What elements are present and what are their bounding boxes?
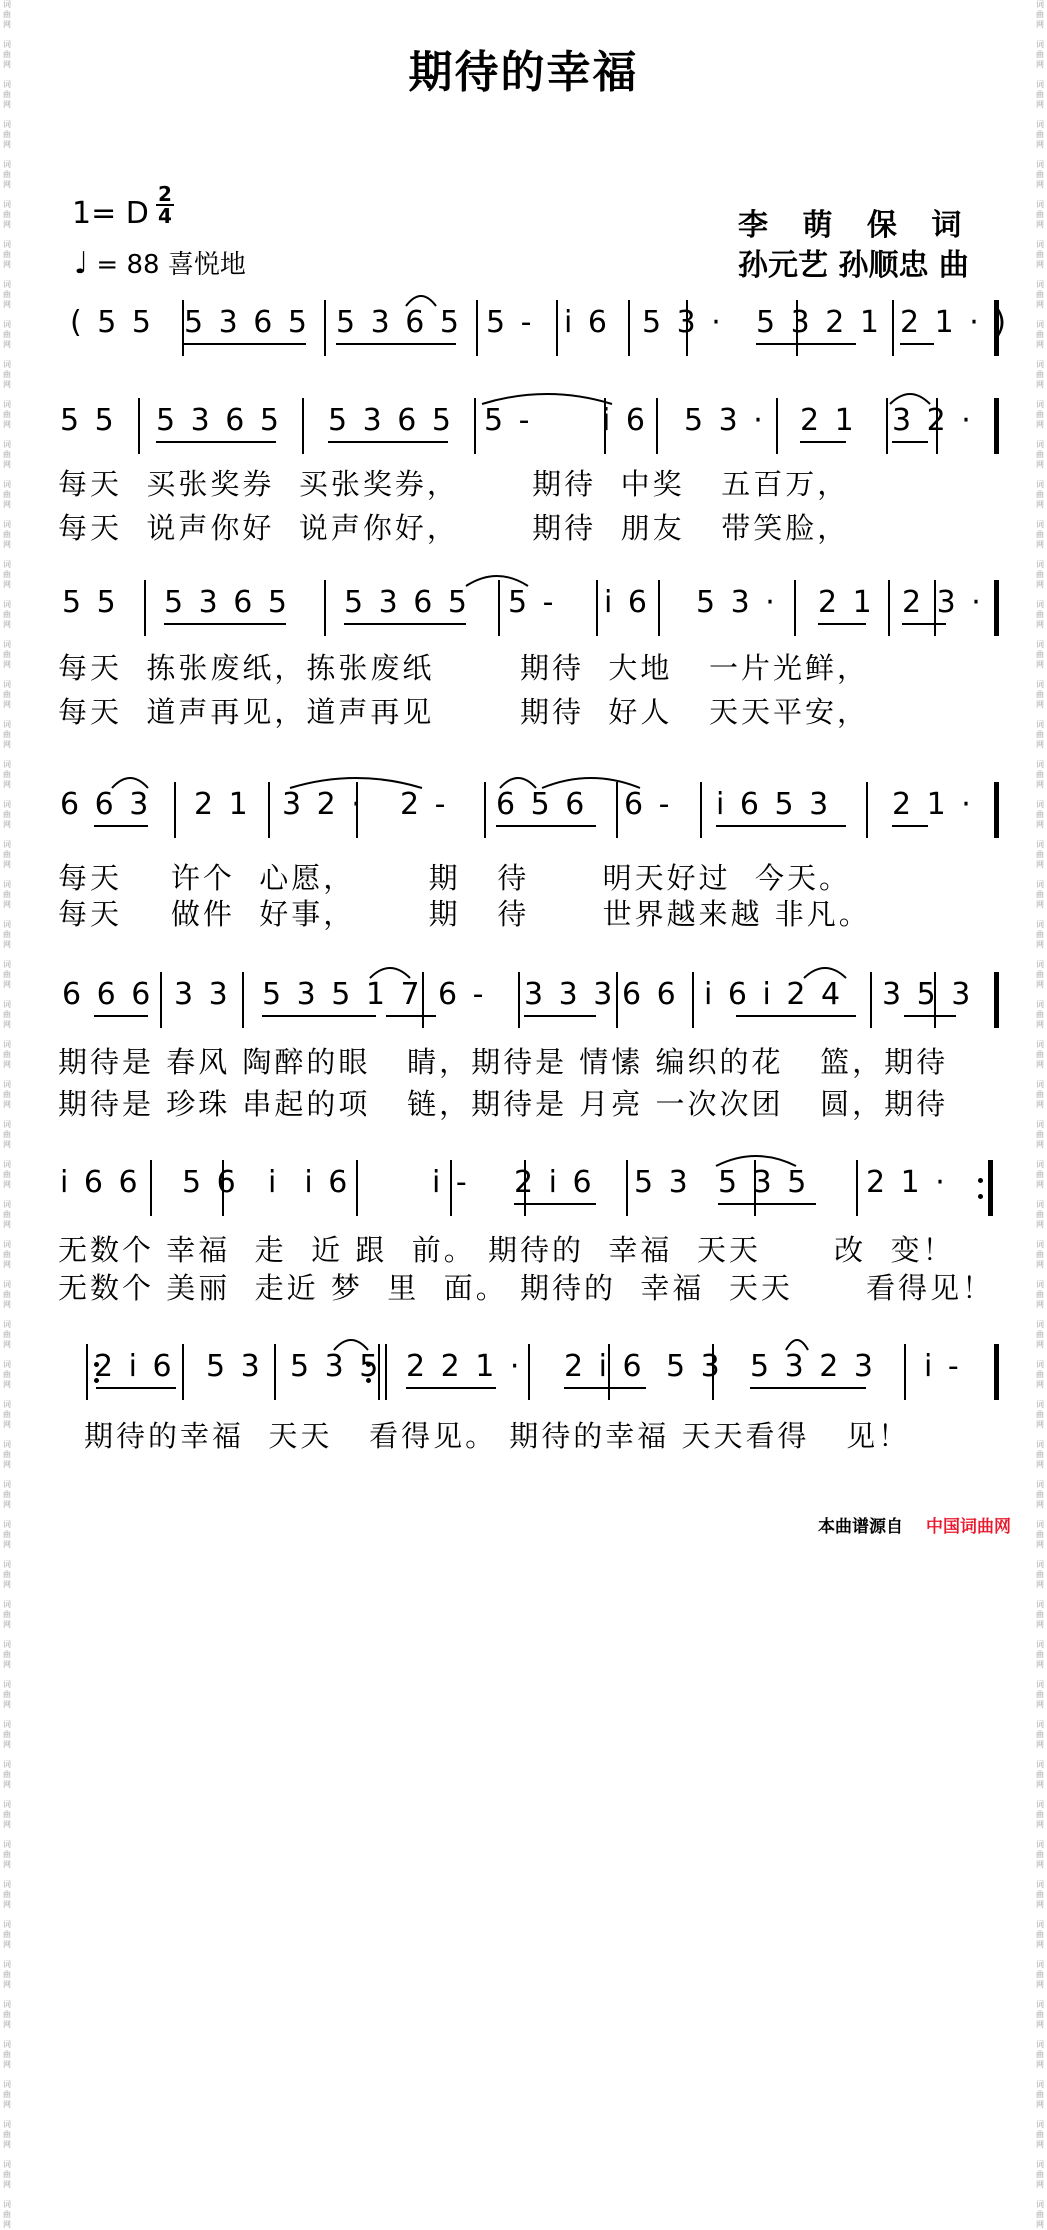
measure-notes: i 6 5 3 — [716, 787, 832, 822]
measure-notes: 5 3 2 3 — [750, 1349, 876, 1384]
source-label: 本曲谱源自 — [818, 1517, 903, 1537]
score-row — [56, 1160, 1006, 1216]
measure-notes: 3 2 · — [892, 403, 974, 438]
slur-layer — [56, 782, 1006, 838]
slur-arc — [542, 778, 640, 788]
song-title: 期待的幸福 — [408, 47, 639, 98]
slur-layer — [56, 398, 1006, 454]
score-row — [56, 398, 1006, 454]
lyric-line: 每天 买张奖券 买张奖券， 期待 中奖 五百万， — [58, 467, 850, 501]
measure-notes: 5 6 — [182, 1165, 239, 1200]
score-row — [56, 782, 1006, 838]
slur-arc — [290, 778, 422, 788]
measure-notes: i 6 — [604, 585, 650, 620]
measure-notes: 2 1 — [800, 403, 857, 438]
measure-notes: 3 3 3 — [524, 977, 616, 1012]
lyric-line: 每天 道声再见，道声再见 期待 好人 天天平安， — [58, 695, 870, 729]
slur-layer — [56, 580, 1006, 636]
slur-arc — [716, 1156, 796, 1166]
measure-notes: 5 3 6 5 — [336, 305, 462, 340]
key-signature: 1= D — [72, 196, 149, 231]
measure-notes: i 6 6 — [60, 1165, 141, 1200]
slur-arc — [804, 968, 846, 978]
lyric-line: 每天 许个 心愿， 期 待 明天好过 今天。 — [58, 861, 852, 895]
measure-notes: i - — [432, 1165, 470, 1200]
measure-notes: ( 5 5 — [70, 305, 154, 340]
measure-notes: 3 3 — [174, 977, 231, 1012]
measure-notes: i 6 — [564, 305, 610, 340]
measure-notes: 5 3 5 — [290, 1349, 382, 1384]
slur-arc — [786, 1340, 808, 1350]
slur-arc — [890, 394, 930, 404]
site-name: 中国词曲网 — [926, 1517, 1011, 1537]
score-row — [56, 580, 1006, 636]
time-signature — [156, 184, 174, 226]
score-row — [56, 1344, 1006, 1400]
measure-notes: 2 3 · — [902, 585, 984, 620]
measure-notes: 3 5 3 — [882, 977, 974, 1012]
slur-layer — [56, 1160, 1006, 1216]
measure-notes: i 6 i 2 4 — [704, 977, 844, 1012]
slur-arc — [482, 394, 612, 404]
lyric-line: 无数个 美丽 走近 梦 里 面。 期待的 幸福 天天 看得见！ — [58, 1271, 995, 1305]
measure-notes: 2 1 — [818, 585, 875, 620]
measure-notes: 5 3 6 5 — [328, 403, 454, 438]
slur-arc — [500, 778, 536, 788]
slur-arc — [406, 296, 436, 306]
watermark-right: 词 曲 网 词 曲 网 词 曲 网 词 曲 网 词 曲 网 词 曲 网 词 曲 网 词 曲 网 词 曲 网 词 曲 网 词 曲 网 词 曲 网 词 曲 网 词 曲 网 词 曲 网 词 曲 网 词 曲 网 词 曲 网 词 曲 网 词 曲 网 词 曲 网 词 曲 网 词 曲 网 词 曲 网 词 曲 网 词 曲 网 词 曲 网 词 曲 网 词 曲 网 词 曲 网 词 曲 网 词 曲 网 词 曲 网 词 曲 网 词 曲 网 词 曲 网 词 曲 网 词 曲 网 词 曲 网 词 曲 网 词 曲 网 词 曲 网 词 曲 网 词 曲 网 词 曲 网 词 曲 网 词 曲 网 词 曲 网 词 曲 网 词 曲 网 词 曲 网 词 曲 网 词 曲 网 词 曲 网 词 曲 网 词 曲 网 — [1036, 0, 1044, 2229]
measure-notes: 2 1 — [194, 787, 251, 822]
measure-notes: 2 1 · — [866, 1165, 948, 1200]
measure-notes: 5 3 — [634, 1165, 691, 1200]
measure-notes: 2 i 6 — [564, 1349, 645, 1384]
measure-notes: 5 5 — [60, 403, 117, 438]
measure-notes: 5 3 5 — [718, 1165, 810, 1200]
measure-notes: 5 3 6 5 — [156, 403, 282, 438]
time-signature-top: 2 — [158, 182, 172, 206]
measure-notes: 2 i 6 — [514, 1165, 595, 1200]
composer-credit: 孙元艺 孙顺忠 曲 — [738, 248, 969, 283]
measure-notes: 5 3 6 5 — [344, 585, 470, 620]
measure-notes: 5 3 · — [696, 585, 778, 620]
measure-notes: 5 - — [508, 585, 557, 620]
measure-notes: 5 3 · — [642, 305, 724, 340]
slur-arc — [466, 576, 528, 586]
measure-notes: 5 - — [484, 403, 533, 438]
tempo-text: = 88 喜悦地 — [96, 250, 246, 280]
measure-notes: i - — [924, 1349, 962, 1384]
measure-notes: 6 6 3 — [60, 787, 152, 822]
slur-layer — [56, 1344, 1006, 1400]
measure-notes: 5 3 5 1 7 — [262, 977, 423, 1012]
measure-notes: 6 - — [624, 787, 673, 822]
measure-notes: 2 2 1 · — [406, 1349, 523, 1384]
time-signature-bottom: 4 — [158, 204, 172, 228]
watermark-left: 词 曲 网 词 曲 网 词 曲 网 词 曲 网 词 曲 网 词 曲 网 词 曲 网 词 曲 网 词 曲 网 词 曲 网 词 曲 网 词 曲 网 词 曲 网 词 曲 网 词 曲 网 词 曲 网 词 曲 网 词 曲 网 词 曲 网 词 曲 网 词 曲 网 词 曲 网 词 曲 网 词 曲 网 词 曲 网 词 曲 网 词 曲 网 词 曲 网 词 曲 网 词 曲 网 词 曲 网 词 曲 网 词 曲 网 词 曲 网 词 曲 网 词 曲 网 词 曲 网 词 曲 网 词 曲 网 词 曲 网 词 曲 网 词 曲 网 词 曲 网 词 曲 网 词 曲 网 词 曲 网 词 曲 网 词 曲 网 词 曲 网 词 曲 网 词 曲 网 词 曲 网 词 曲 网 词 曲 网 词 曲 网 词 曲 网 — [3, 0, 11, 2229]
slur-layer — [56, 300, 1006, 356]
tempo-marking — [74, 244, 246, 281]
lyric-line: 期待是 春风 陶醉的眼 睛，期待是 情愫 编织的花 篮，期待 — [58, 1045, 949, 1079]
measure-notes: 2 i 6 — [94, 1349, 175, 1384]
score-row — [56, 972, 1006, 1028]
score-row — [56, 300, 1010, 356]
measure-notes: 6 6 — [622, 977, 679, 1012]
measure-notes: i 6 — [602, 403, 648, 438]
lyric-line: 每天 拣张废纸，拣张废纸 期待 大地 一片光鲜， — [58, 651, 870, 685]
measure-notes: 5 3 — [206, 1349, 263, 1384]
lyricist-credit: 李 萌 保 词 — [738, 208, 974, 243]
measure-notes: 5 3 · — [684, 403, 766, 438]
lyric-line: 无数个 幸福 走 近 跟 前。 期待的 幸福 天天 改 变！ — [58, 1233, 955, 1267]
measure-notes: 5 3 6 5 — [164, 585, 290, 620]
measure-notes: 2 1 · — [892, 787, 974, 822]
slur-arc — [370, 968, 410, 978]
slur-arc — [334, 1340, 368, 1350]
measure-notes: 6 6 6 — [62, 977, 154, 1012]
measure-notes: 6 5 6 — [496, 787, 588, 822]
measure-notes: i i 6 — [268, 1165, 351, 1200]
slur-layer — [56, 972, 1006, 1028]
measure-notes: 5 3 6 5 — [184, 305, 310, 340]
measure-notes: 2 1 · ) — [900, 305, 1010, 340]
measure-notes: 5 - — [486, 305, 535, 340]
measure-notes: 5 3 — [666, 1349, 723, 1384]
lyric-line: 期待的幸福 天天 看得见。 期待的幸福 天天看得 见！ — [84, 1419, 911, 1453]
measure-notes: 5 5 — [62, 585, 119, 620]
quarter-note-icon: ♩ — [74, 246, 89, 281]
measure-notes: 5 3 2 1 — [756, 305, 882, 340]
measure-notes: 2 - — [400, 787, 449, 822]
measure-notes: 3 2 · — [282, 787, 364, 822]
slur-arc — [112, 778, 148, 788]
lyric-line: 每天 说声你好 说声你好， 期待 朋友 带笑脸， — [58, 511, 850, 545]
lyric-line: 期待是 珍珠 串起的项 链，期待是 月亮 一次次团 圆，期待 — [58, 1087, 949, 1121]
lyric-line: 每天 做件 好事， 期 待 世界越来越 非凡。 — [58, 897, 871, 931]
measure-notes: 6 - — [438, 977, 487, 1012]
